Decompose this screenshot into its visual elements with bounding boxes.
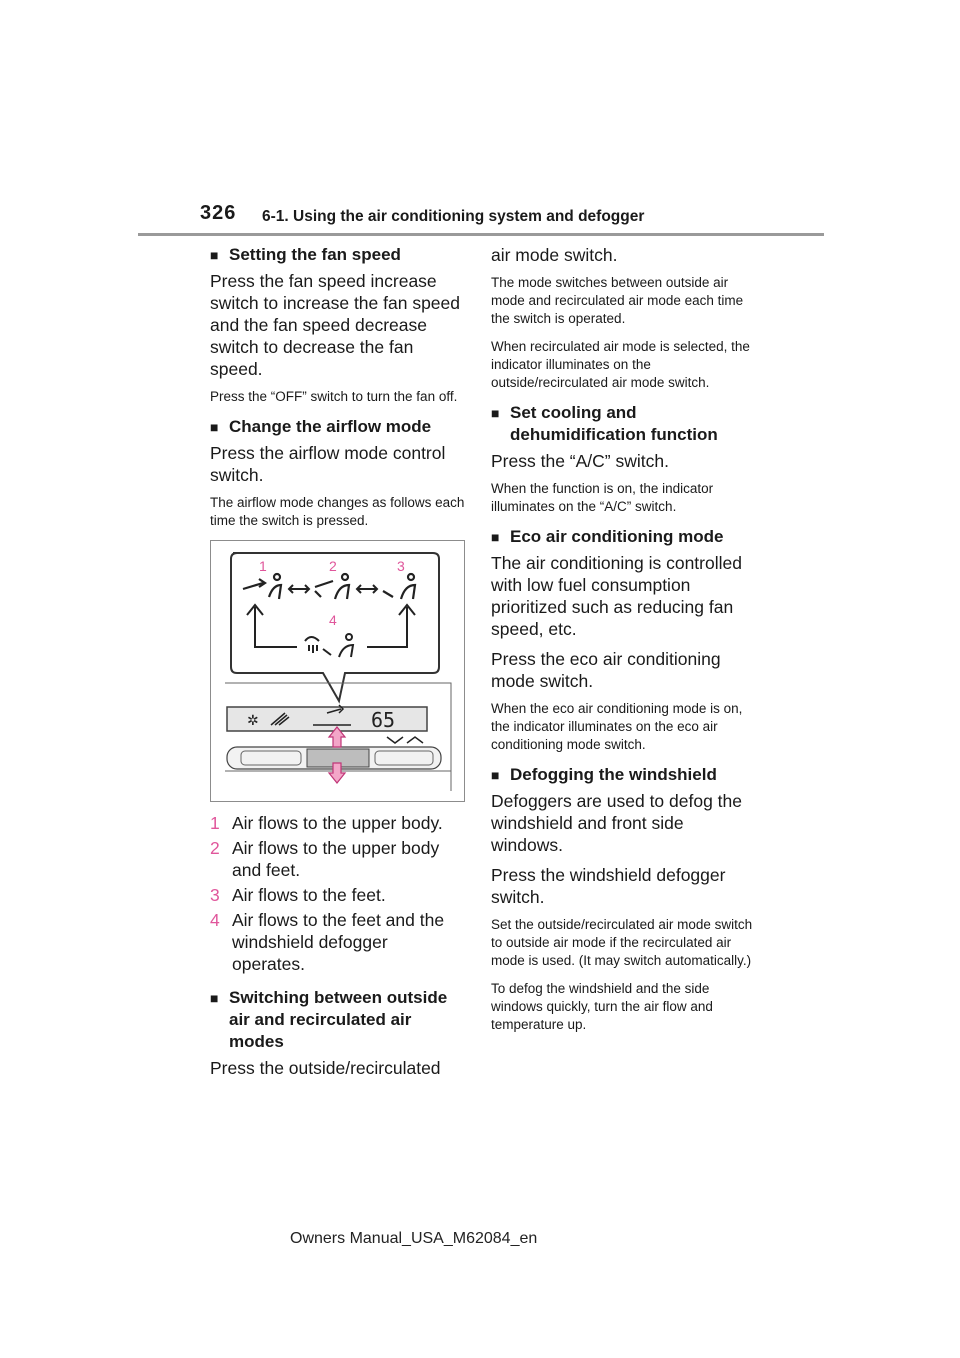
list-item: 3 Air flows to the feet. <box>210 885 386 905</box>
airflow-body: Press the airflow mode control switch. <box>210 443 446 485</box>
eco-body-1: The air conditioning is controlled with low fuel consumption prioritized such as reducing fan speed, etc. <box>491 553 742 639</box>
cooling-body: Press the “A/C” switch. <box>491 451 669 471</box>
defog-body-1: Defoggers are used to defog the windshield and front side windows. <box>491 791 743 855</box>
outside-air-note-2: When recirculated air mode is selected, the indicator illuminates on the outside/recirculated air mode switch. <box>491 339 750 390</box>
eco-body-2: Press the eco air conditioning mode switch. <box>491 649 721 691</box>
heading-eco: ■ Eco air conditioning mode <box>491 527 724 546</box>
figure-label-4: 4 <box>329 612 337 628</box>
cooling-note: When the function is on, the indicator illuminates on the “A/C” switch. <box>491 481 714 514</box>
airflow-note: The airflow mode changes as follows each time the switch is pressed. <box>210 495 465 528</box>
figure-label-3: 3 <box>397 558 405 574</box>
fan-speed-note: Press the “OFF” switch to turn the fan off. <box>210 389 458 404</box>
airflow-mode-list <box>210 812 465 975</box>
square-bullet-icon: ■ <box>210 419 219 435</box>
heading-outside-air: ■ Switching between outside air and recirculated air modes <box>210 988 448 1051</box>
list-item: 1 Air flows to the upper body. <box>210 813 443 833</box>
outside-air-body-end: air mode switch. <box>491 245 618 265</box>
heading-cooling: ■ Set cooling and dehumidification function <box>491 403 718 444</box>
chevron-buttons-icon <box>387 737 423 743</box>
square-bullet-icon: ■ <box>210 247 219 263</box>
page-header <box>0 0 960 240</box>
square-bullet-icon: ■ <box>491 767 500 783</box>
heading-fan-speed: ■ Setting the fan speed <box>210 245 401 264</box>
outside-air-body-start: Press the outside/recirculated <box>210 1058 441 1078</box>
airflow-mode-illustration <box>211 541 464 801</box>
outside-air-note-1: The mode switches between outside air mode and recirculated air mode each time the switch is operated. <box>491 275 744 326</box>
fan-speed-body: Press the fan speed increase switch to increase the fan speed and the fan speed decrease switch to decrease the fan speed. <box>210 271 461 379</box>
eco-note: When the eco air conditioning mode is on, the indicator illuminates on the eco air conditioning mode switch. <box>491 701 743 752</box>
footer-manual-id: Owners Manual_USA_M62084_en <box>290 1230 538 1247</box>
right-column <box>491 238 753 1044</box>
square-bullet-icon: ■ <box>491 405 500 421</box>
heading-airflow-mode: ■ Change the airflow mode <box>210 417 432 436</box>
figure-label-1: 1 <box>259 558 267 574</box>
square-bullet-icon: ■ <box>210 990 219 1006</box>
header-rule <box>138 233 824 236</box>
page-number: 326 <box>200 202 237 224</box>
list-item: 4 Air flows to the feet and the windshield defogger operates. <box>210 910 445 974</box>
defog-body-2: Press the windshield defogger switch. <box>491 865 726 907</box>
defog-note-1: Set the outside/recirculated air mode switch to outside air mode if the recirculated air mode is used. (It may switch automatically.) <box>491 917 753 968</box>
fan-icon: ✲ <box>247 713 259 729</box>
figure-label-2: 2 <box>329 558 337 574</box>
square-bullet-icon: ■ <box>491 529 500 545</box>
defog-note-2: To defog the windshield and the side windows quickly, turn the air flow and temperature up. <box>491 981 713 1032</box>
list-item: 2 Air flows to the upper body and feet. <box>210 838 440 880</box>
display-temperature: 65 <box>371 708 396 732</box>
airflow-mode-figure <box>210 540 465 802</box>
left-column <box>210 238 465 1087</box>
heading-defog: ■ Defogging the windshield <box>491 765 717 784</box>
section-title: 6-1. Using the air conditioning system and defogger <box>262 208 645 225</box>
